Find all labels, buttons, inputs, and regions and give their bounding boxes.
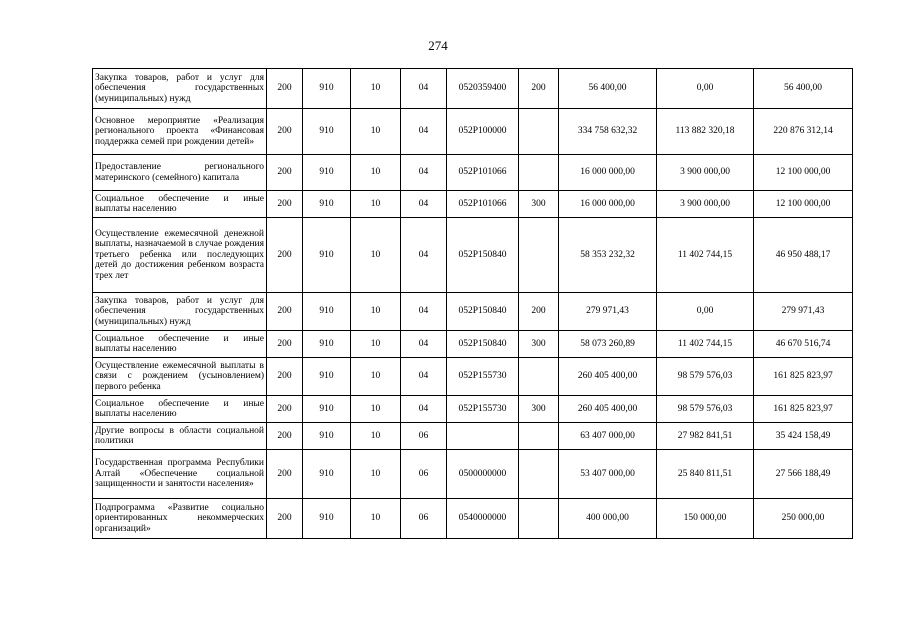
row-name: Закупка товаров, работ и услуг для обеспечения государственных (муниципальных) нужд — [93, 69, 267, 109]
sum-federal: 27 982 841,51 — [657, 423, 754, 450]
admin-code: 200 — [267, 331, 303, 358]
expense-type-code — [519, 499, 559, 539]
expense-type-code: 200 — [519, 69, 559, 109]
expense-type-code — [519, 358, 559, 396]
table-row — [93, 499, 853, 539]
subsection-code: 04 — [401, 218, 447, 293]
sum-total: 400 000,00 — [559, 499, 657, 539]
table-row — [93, 109, 853, 155]
table-row — [93, 191, 853, 218]
section-code: 10 — [351, 423, 401, 450]
sum-federal: 0,00 — [657, 293, 754, 331]
sum-regional: 161 825 823,97 — [754, 358, 853, 396]
row-name: Закупка товаров, работ и услуг для обеспечения государственных (муниципальных) нужд — [93, 293, 267, 331]
sum-federal: 0,00 — [657, 69, 754, 109]
admin-code: 200 — [267, 218, 303, 293]
sum-regional: 12 100 000,00 — [754, 191, 853, 218]
ved-code: 910 — [303, 450, 351, 499]
section-code: 10 — [351, 69, 401, 109]
page-number: 274 — [428, 38, 448, 53]
sum-total: 334 758 632,32 — [559, 109, 657, 155]
admin-code: 200 — [267, 191, 303, 218]
ved-code: 910 — [303, 109, 351, 155]
table-row — [93, 293, 853, 331]
subsection-code: 06 — [401, 423, 447, 450]
sum-regional: 46 950 488,17 — [754, 218, 853, 293]
sum-federal: 113 882 320,18 — [657, 109, 754, 155]
ved-code: 910 — [303, 499, 351, 539]
row-name: Другие вопросы в области социальной политики — [93, 423, 267, 450]
sum-total: 56 400,00 — [559, 69, 657, 109]
row-name: Государственная программа Республики Алтай «Обеспечение социальной защищенности и занятости населения» — [93, 450, 267, 499]
sum-total: 279 971,43 — [559, 293, 657, 331]
ved-code: 910 — [303, 396, 351, 423]
table-row — [93, 423, 853, 450]
table-row — [93, 155, 853, 191]
table-row — [93, 358, 853, 396]
subsection-code: 06 — [401, 499, 447, 539]
sum-total: 16 000 000,00 — [559, 191, 657, 218]
ved-code: 910 — [303, 155, 351, 191]
row-name: Социальное обеспечение и иные выплаты населению — [93, 396, 267, 423]
sum-total: 58 353 232,32 — [559, 218, 657, 293]
subsection-code: 04 — [401, 358, 447, 396]
sum-total: 260 405 400,00 — [559, 358, 657, 396]
sum-regional: 35 424 158,49 — [754, 423, 853, 450]
budget-table — [92, 68, 853, 539]
row-name: Социальное обеспечение и иные выплаты населению — [93, 191, 267, 218]
expense-type-code: 300 — [519, 396, 559, 423]
section-code: 10 — [351, 450, 401, 499]
sum-federal: 11 402 744,15 — [657, 331, 754, 358]
admin-code: 200 — [267, 155, 303, 191]
section-code: 10 — [351, 293, 401, 331]
sum-regional: 46 670 516,74 — [754, 331, 853, 358]
table-row — [93, 218, 853, 293]
sum-regional: 250 000,00 — [754, 499, 853, 539]
sum-total: 260 405 400,00 — [559, 396, 657, 423]
admin-code: 200 — [267, 396, 303, 423]
row-name: Осуществление ежемесячной выплаты в связи с рождением (усыновлением) первого ребенка — [93, 358, 267, 396]
expense-type-code: 200 — [519, 293, 559, 331]
section-code: 10 — [351, 499, 401, 539]
table-body — [93, 69, 853, 539]
subsection-code: 04 — [401, 109, 447, 155]
admin-code: 200 — [267, 109, 303, 155]
sum-total: 63 407 000,00 — [559, 423, 657, 450]
section-code: 10 — [351, 331, 401, 358]
section-code: 10 — [351, 109, 401, 155]
target-article-code: 0540000000 — [447, 499, 519, 539]
sum-regional: 56 400,00 — [754, 69, 853, 109]
subsection-code: 04 — [401, 293, 447, 331]
admin-code: 200 — [267, 423, 303, 450]
subsection-code: 04 — [401, 396, 447, 423]
ved-code: 910 — [303, 423, 351, 450]
row-name: Социальное обеспечение и иные выплаты населению — [93, 331, 267, 358]
target-article-code: 052P101066 — [447, 191, 519, 218]
target-article-code: 052P150840 — [447, 293, 519, 331]
row-name: Предоставление регионального материнского (семейного) капитала — [93, 155, 267, 191]
target-article-code: 052P150840 — [447, 331, 519, 358]
expense-type-code — [519, 450, 559, 499]
section-code: 10 — [351, 358, 401, 396]
ved-code: 910 — [303, 218, 351, 293]
expense-type-code — [519, 218, 559, 293]
section-code: 10 — [351, 155, 401, 191]
sum-federal: 11 402 744,15 — [657, 218, 754, 293]
row-name: Основное мероприятие «Реализация регионального проекта «Финансовая поддержка семей при рождении детей» — [93, 109, 267, 155]
sum-regional: 12 100 000,00 — [754, 155, 853, 191]
target-article-code: 052P155730 — [447, 396, 519, 423]
subsection-code: 04 — [401, 191, 447, 218]
row-name: Подпрограмма «Развитие социально ориентированных некоммерческих организаций» — [93, 499, 267, 539]
ved-code: 910 — [303, 293, 351, 331]
subsection-code: 04 — [401, 69, 447, 109]
sum-regional: 161 825 823,97 — [754, 396, 853, 423]
expense-type-code: 300 — [519, 191, 559, 218]
expense-type-code — [519, 109, 559, 155]
sum-federal: 150 000,00 — [657, 499, 754, 539]
sum-total: 16 000 000,00 — [559, 155, 657, 191]
ved-code: 910 — [303, 331, 351, 358]
ved-code: 910 — [303, 191, 351, 218]
target-article-code — [447, 423, 519, 450]
section-code: 10 — [351, 191, 401, 218]
target-article-code: 052P150840 — [447, 218, 519, 293]
admin-code: 200 — [267, 499, 303, 539]
row-name: Осуществление ежемесячной денежной выплаты, назначаемой в случае рождения третьего ребенка или последующих детей до достижения ребенком возраста трех лет — [93, 218, 267, 293]
sum-federal: 25 840 811,51 — [657, 450, 754, 499]
sum-total: 53 407 000,00 — [559, 450, 657, 499]
admin-code: 200 — [267, 450, 303, 499]
sum-federal: 3 900 000,00 — [657, 155, 754, 191]
subsection-code: 04 — [401, 155, 447, 191]
section-code: 10 — [351, 218, 401, 293]
sum-total: 58 073 260,89 — [559, 331, 657, 358]
admin-code: 200 — [267, 358, 303, 396]
target-article-code: 0500000000 — [447, 450, 519, 499]
admin-code: 200 — [267, 69, 303, 109]
admin-code: 200 — [267, 293, 303, 331]
sum-federal: 98 579 576,03 — [657, 396, 754, 423]
table-row — [93, 396, 853, 423]
target-article-code: 052P101066 — [447, 155, 519, 191]
expense-type-code — [519, 423, 559, 450]
expense-type-code: 300 — [519, 331, 559, 358]
ved-code: 910 — [303, 358, 351, 396]
subsection-code: 06 — [401, 450, 447, 499]
sum-regional: 27 566 188,49 — [754, 450, 853, 499]
expense-type-code — [519, 155, 559, 191]
table-row — [93, 331, 853, 358]
target-article-code: 052P155730 — [447, 358, 519, 396]
subsection-code: 04 — [401, 331, 447, 358]
ved-code: 910 — [303, 69, 351, 109]
sum-regional: 279 971,43 — [754, 293, 853, 331]
sum-federal: 98 579 576,03 — [657, 358, 754, 396]
table-row — [93, 69, 853, 109]
target-article-code: 052P100000 — [447, 109, 519, 155]
sum-federal: 3 900 000,00 — [657, 191, 754, 218]
target-article-code: 0520359400 — [447, 69, 519, 109]
section-code: 10 — [351, 396, 401, 423]
sum-regional: 220 876 312,14 — [754, 109, 853, 155]
table-row — [93, 450, 853, 499]
